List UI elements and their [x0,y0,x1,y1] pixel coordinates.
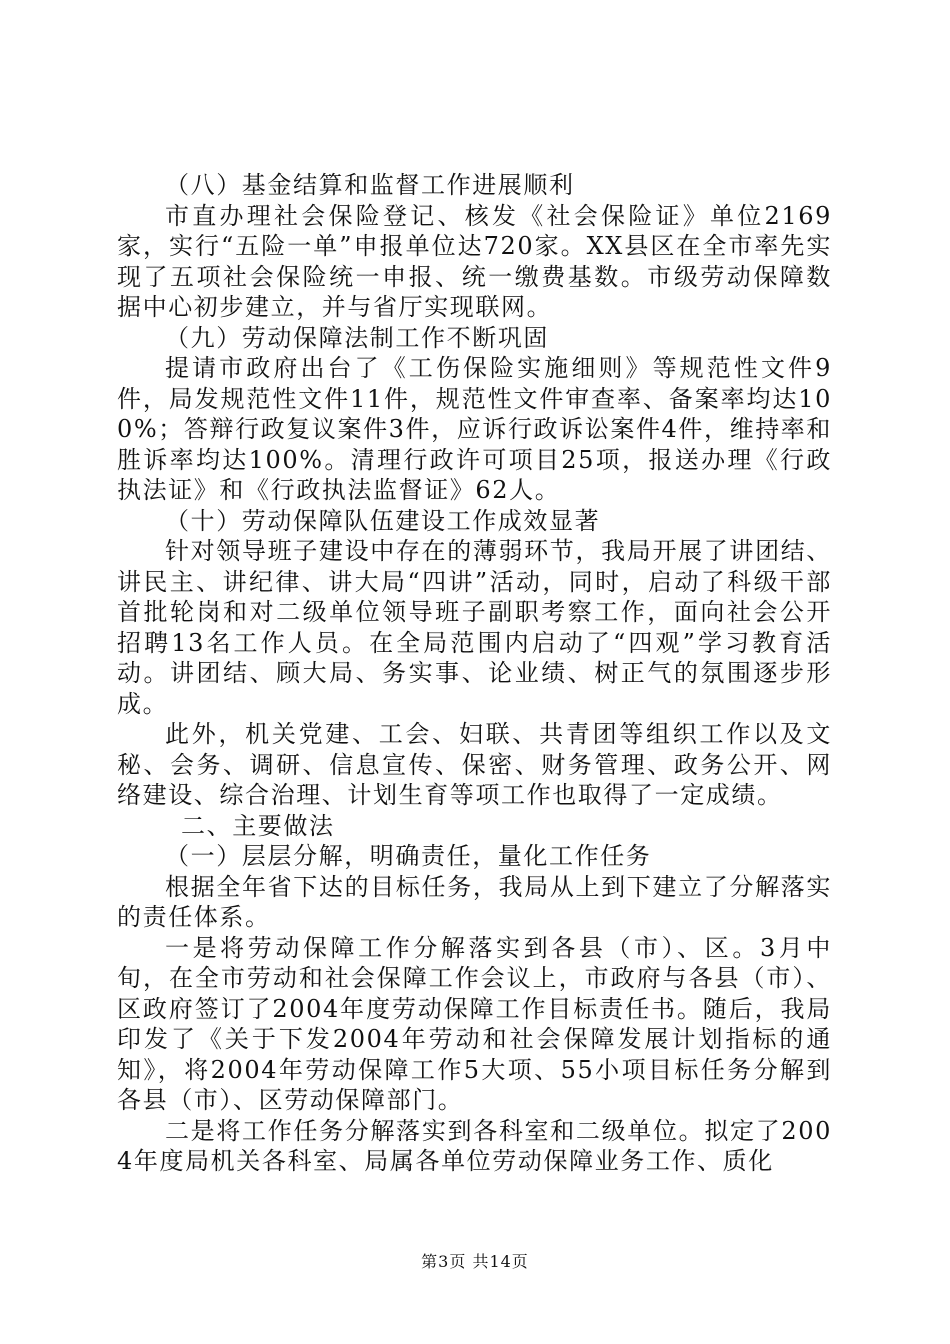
paragraph-body: 市直办理社会保险登记、核发《社会保险证》单位2169家，实行“五险一单”申报单位达720家。XX县区在全市率先实现了五项社会保险统一申报、统一缴费基数。市级劳动保障数据中心初步建立，并与省厅实现联网。 [117,201,832,321]
paragraph-heading-1: （一）层层分解，明确责任，量化工作任务 [165,842,652,870]
paragraph-body: 此外，机关党建、工会、妇联、共青团等组织工作以及文秘、会务、调研、信息宣传、保密、财务管理、政务公开、网络建设、综合治理、计划生育等项工作也取得了一定成绩。 [117,720,832,809]
paragraph-body: 提请市政府出台了《工伤保险实施细则》等规范性文件9件，局发规范性文件11件，规范性文件审查率、备案率均达100%；答辩行政复议案件3件，应诉行政诉讼案件4件，维持率和胜诉率均达100%。清理行政许可项目25项，报送办理《行政执法证》和《行政执法监督证》62人。 [117,354,833,504]
paragraph-body: 根据全年省下达的目标任务，我局从上到下建立了分解落实的责任体系。 [117,872,832,931]
section-title-main-methods: 二、主要做法 [181,811,335,840]
paragraph-body: 一是将劳动保障工作分解落实到各县（市）、区。3月中旬，在全市劳动和社会保障工作会议上，市政府与各县（市）、区政府签订了2004年度劳动保障工作目标责任书。随后，我局印发了《关于下发2004年劳动和社会保障发展计划指标的通知》，将2004年劳动保障工作5大项、55小项目标任务分解到各县（市）、区劳动保障部门。 [117,933,832,1114]
paragraph-body: 针对领导班子建设中存在的薄弱环节，我局开展了讲团结、讲民主、讲纪律、讲大局“四讲”活动，同时，启动了科级干部首批轮岗和对二级单位领导班子副职考察工作，面向社会公开招聘13名工作人员。在全局范围内启动了“四观”学习教育活动。讲团结、顾大局、务实事、论业绩、树正气的氛围逐步形成。 [117,537,832,718]
paragraph-heading-8: （八）基金结算和监督工作进展顺利 [165,171,575,199]
paragraph-heading-9: （九）劳动保障法制工作不断巩固 [165,323,549,352]
paragraph-body: 二是将工作任务分解落实到各科室和二级单位。拟定了2004年度局机关各科室、局属各单位劳动保障业务工作、质化 [117,1116,832,1175]
paragraph-heading-10: （十）劳动保障队伍建设工作成效显著 [165,506,601,535]
page-footer: 第3页 共14页 [421,1252,529,1271]
document-body [117,170,832,1177]
